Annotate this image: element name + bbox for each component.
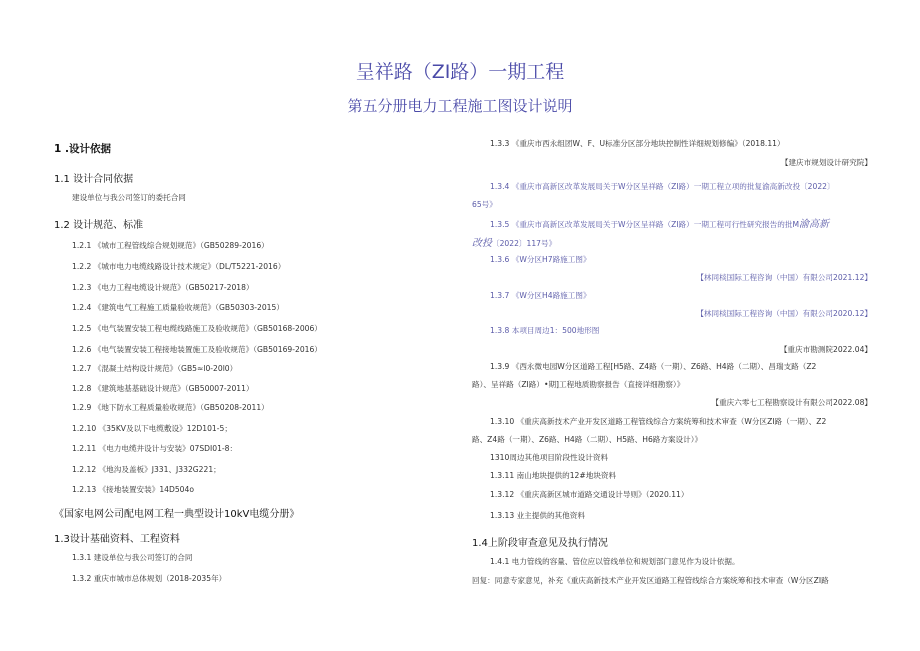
reference-item: 1.3.10 《重庆高新技术产业开发区道路工程管线综合方案统筹和技术审查（W分区ZI路（一期）、Z2	[490, 417, 827, 426]
reference-item: 1.3.9 《西永微电园W分区道路工程[H5路、Z4路（一期）、Z6路、H4路（二期）、昌瑞支路（Z2	[490, 362, 817, 371]
section-1-heading: 1 .设计依据	[54, 143, 111, 155]
reference-organization: 【建庆市规划设计研究院】	[780, 158, 872, 167]
standard-item: 1.2.13 《接地装置安装》14D504o	[72, 485, 194, 494]
reference-organization: 【林同棪国际工程咨询（中国）有限公司2020.12】	[696, 309, 872, 318]
standard-item: 1.2.1 《城市工程管线综合规划规范》（GB50289-2016）	[72, 241, 269, 250]
reference-item: 1.3.11 南山地块提供的12#地块资料	[490, 471, 617, 480]
reference-item-cont: 路、Z4路（一期）、Z6路、H4路（二期）、H5路、H6路方案设计）》	[472, 435, 703, 444]
reference-item: 1.3.3 《重庆市西永组团W、F、U标准分区部分地块控制性详细规划修编》（2018.11）	[490, 139, 785, 148]
reference-text: 〔2022〕117号》	[492, 239, 557, 248]
reference-item: 1.3.12 《重庆高新区城市道路交通设计导则》（2020.11）	[490, 490, 689, 499]
reference-text-italic: 改投	[472, 238, 492, 249]
basic-data-item: 1.3.2 重庆市城市总体规划（2018-2035年）	[72, 574, 227, 583]
reference-organization: 【林同棪国际工程咨询（中国）有限公司2021.12】	[696, 273, 872, 282]
reference-item-cont	[472, 234, 556, 249]
reference-item: 1310周边其他项目阶段性设计资料	[490, 453, 609, 462]
section-1-2-heading: 1.2 设计规范、标准	[54, 220, 144, 231]
standard-item: 1.2.5 《电气装置安装工程电缆线路施工及验收规范》（GB50168-2006）	[72, 324, 322, 333]
section-1-3-heading: 1.3设计基础资料、工程资料	[54, 534, 180, 545]
reference-item: 1.3.8 本项目周边1：500地形图	[490, 326, 600, 335]
page-title: 呈祥路（ZI路）一期工程	[355, 61, 565, 83]
standard-item: 1.2.3 《电力工程电缆设计规范》（GB50217-2018）	[72, 283, 254, 292]
standard-item: 1.2.6 《电气装置安装工程接地装置施工及验收规范》（GB50169-2016）	[72, 345, 322, 354]
page-subtitle: 第五分册电力工程施工图设计说明	[347, 97, 573, 115]
reference-text: 1.3.6 《W分区H7路施工图》	[490, 255, 591, 264]
reference-text-italic: 渝高新	[799, 219, 830, 230]
review-item: 1.4.1 电力管线的容量、管位应以管线单位和规划部门意见作为设计依据。	[490, 557, 740, 566]
reference-item-cont: 路）、呈祥路（ZI路）•期]工程地质勘察报告（直接详细勘察）》	[472, 380, 685, 389]
standard-item: 1.2.9 《地下防水工程质量验收规范》（GB50208-2011）	[72, 403, 269, 412]
reference-organization: 【重庆六零七工程勘察设计有限公司2022.08】	[711, 398, 872, 407]
grid-standard-heading: 《国家电网公司配电网工程一典型设计10kV电缆分册》	[54, 509, 300, 520]
reference-item	[490, 215, 829, 230]
reference-item: 1.3.7 《W分区H4路施工图》	[490, 291, 591, 300]
basic-data-item: 1.3.1 建设单位与我公司签订的合同	[72, 553, 193, 562]
standard-item: 1.2.7 《混凝土结构设计规范》（GB5≈l0-20l0）	[72, 364, 238, 373]
reference-organization: 【重庆市勘测院2022.04】	[779, 345, 872, 354]
section-1-1-heading: 1.1 设计合同依据	[54, 174, 134, 185]
reference-item-cont: 65号》	[472, 200, 497, 209]
standard-item: 1.2.10 《35KV及以下电缆敷设》12D101-5；	[72, 424, 232, 433]
standard-item: 1.2.11 《电力电缆井设计与安装》07SDI01-8：	[72, 444, 238, 453]
standard-item: 1.2.2 《城市电力电缆线路设计技术规定》（DL/T5221-2016）	[72, 262, 286, 271]
reference-item: 1.3.13 业主提供的其他资料	[490, 511, 585, 520]
standard-item: 1.2.8 《建筑地基基础设计规范》（GB50007-2011）	[72, 384, 254, 393]
reference-text: 1.3.5 《重庆市高新区改革发展局关于W分区呈祥路（ZI路）一期工程可行性研究报告的批M	[490, 220, 800, 229]
reference-item: 1.3.4 《重庆市高新区改革发展局关于W分区呈祥路（ZI路）一期工程立项的批复渝高新改投〔2022〕	[490, 182, 835, 191]
section-1-1-text: 建设单位与我公司签订的委托合同	[72, 193, 186, 202]
reference-item	[490, 254, 591, 265]
section-1-4-heading: 1.4上阶段审查意见及执行情况	[472, 538, 608, 549]
review-reply: 回复：同意专家意见，补充《重庆高新技术产业开发区道路工程管线综合方案统筹和技术审查（W分区ZI路	[472, 576, 829, 585]
standard-item: 1.2.4 《建筑电气工程施工质量验收规范》（GB50303-2015）	[72, 303, 284, 312]
standard-item: 1.2.12 《地沟及盖板》J331、J332G221；	[72, 465, 221, 474]
